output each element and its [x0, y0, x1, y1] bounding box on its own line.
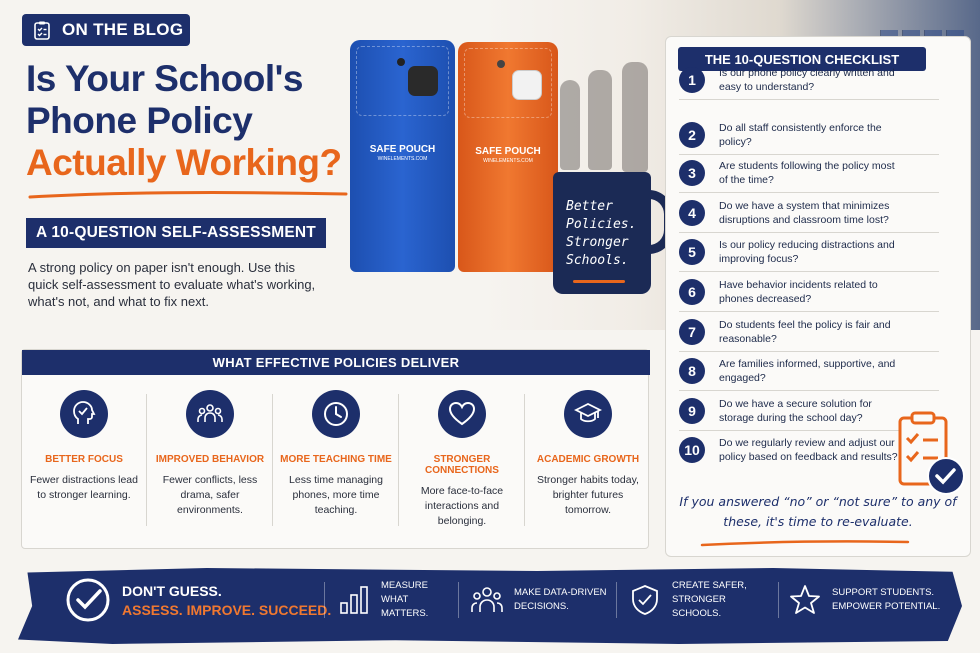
- group-people-icon: [196, 400, 224, 428]
- clipboard-checklist-icon: [896, 410, 966, 496]
- checklist-question: [679, 232, 939, 272]
- benefit-improved-behavior: [148, 390, 272, 540]
- question-number: 3: [679, 160, 705, 186]
- benefit-desc: Fewer conflicts, less drama, safer environments.: [162, 474, 258, 516]
- pouch-lock: [408, 66, 438, 96]
- title-line-3: Actually Working?: [26, 142, 342, 183]
- check-circle-icon: [64, 576, 112, 624]
- people-icon: [470, 583, 504, 617]
- question-number: 2: [679, 122, 705, 148]
- benefit-name: STRONGER CONNECTIONS: [425, 454, 499, 476]
- benefit-desc: Stronger habits today, brighter futures tomorrow.: [537, 474, 639, 516]
- checklist-heading: THE 10-QUESTION CHECKLIST: [678, 47, 926, 71]
- blog-tag[interactable]: [22, 14, 190, 46]
- footer-item-text: MAKE DATA-DRIVEN DECISIONS.: [514, 587, 607, 612]
- checklist-closing: If you answered “no” or “not sure” to any of these, it's time to re-evaluate.: [679, 494, 957, 529]
- student-silhouette: [588, 70, 612, 170]
- blue-phone-pouch: [350, 40, 455, 272]
- star-icon: [788, 583, 822, 617]
- subtitle-banner: A 10-QUESTION SELF-ASSESSMENT: [26, 218, 326, 248]
- benefit-divider: [146, 394, 147, 526]
- pouch-brand-site: WINELEMENTS.COM: [483, 158, 533, 164]
- graduation-cap-icon: [574, 400, 602, 428]
- pouch-brand: [350, 144, 455, 162]
- benefit-name: BETTER FOCUS: [45, 454, 123, 465]
- footer-divider: [458, 582, 459, 618]
- question-text: Have behavior incidents related to phones decreased?: [719, 278, 878, 305]
- benefit-better-focus: [22, 390, 146, 540]
- question-number: 4: [679, 200, 705, 226]
- footer-item-safer: [628, 580, 778, 620]
- footer-line-1: DON'T GUESS.: [122, 583, 222, 599]
- checklist-question: [679, 193, 939, 233]
- benefit-icon-circle: [312, 390, 360, 438]
- checklist-question: [679, 312, 939, 352]
- student-silhouette: [560, 80, 580, 170]
- question-text: Do we have a secure solution for storage during the school day?: [719, 397, 872, 424]
- pouch-brand-name: SAFE POUCH: [475, 146, 541, 157]
- question-number: 6: [679, 279, 705, 305]
- pouch-snap: [397, 58, 405, 66]
- closing-swoosh: [700, 538, 910, 548]
- question-number: 9: [679, 398, 705, 424]
- pouch-brand: [458, 146, 558, 164]
- footer-divider: [616, 582, 617, 618]
- benefit-desc: Fewer distractions lead to stronger learning.: [30, 474, 138, 501]
- footer-item-text: CREATE SAFER, STRONGER SCHOOLS.: [672, 580, 747, 619]
- pouch-brand-site: WINELEMENTS.COM: [377, 156, 428, 162]
- pouch-brand-name: SAFE POUCH: [369, 144, 436, 155]
- bar-chart-icon: [337, 583, 371, 617]
- title-line-2: Phone Policy: [26, 100, 253, 141]
- question-text: Do all staff consistently enforce the policy?: [719, 121, 882, 148]
- heart-icon: [448, 400, 476, 428]
- benefit-name: ACADEMIC GROWTH: [536, 454, 640, 465]
- footer-divider: [324, 582, 325, 618]
- head-focus-icon: [70, 400, 98, 428]
- title-line-1: Is Your School's: [26, 58, 303, 99]
- benefit-academic-growth: [526, 390, 650, 540]
- mug-underline: [573, 280, 625, 283]
- benefit-divider: [272, 394, 273, 526]
- question-text: Is our policy reducing distractions and improving focus?: [719, 238, 895, 265]
- checklist-question: [679, 153, 939, 193]
- benefits-heading: WHAT EFFECTIVE POLICIES DELIVER: [22, 350, 650, 375]
- benefit-stronger-connections: [400, 390, 524, 540]
- benefit-icon-circle: [186, 390, 234, 438]
- question-text: Do we have a system that minimizes disruptions and classroom time lost?: [719, 199, 890, 226]
- question-text: Are families informed, supportive, and engaged?: [719, 357, 896, 384]
- question-number: 1: [679, 67, 705, 93]
- checklist-question: [679, 115, 939, 155]
- footer-line-2: ASSESS. IMPROVE. SUCCEED.: [122, 602, 332, 618]
- benefit-divider: [524, 394, 525, 526]
- benefit-desc: Less time managing phones, more time teaching.: [289, 474, 383, 516]
- footer-headline: [122, 582, 331, 620]
- footer-item-measure: [337, 580, 457, 620]
- benefit-desc: More face-to-face interactions and belonging.: [420, 485, 504, 527]
- question-number: 8: [679, 358, 705, 384]
- question-number: 5: [679, 239, 705, 265]
- mug-text: Better Policies. Stronger Schools.: [566, 199, 637, 268]
- question-text: Is our phone policy clearly written and easy to understand?: [719, 66, 895, 93]
- benefit-icon-circle: [564, 390, 612, 438]
- question-text: Do students feel the policy is fair and reasonable?: [719, 318, 891, 345]
- clipboard-check-icon: [32, 20, 52, 40]
- benefits-panel: [21, 349, 649, 549]
- checklist-question: [679, 351, 939, 391]
- checklist-question: [679, 272, 939, 312]
- pouch-snap: [497, 60, 505, 68]
- footer-item-decisions: [470, 580, 620, 620]
- clock-icon: [322, 400, 350, 428]
- blog-tag-label: ON THE BLOG: [62, 20, 184, 39]
- orange-phone-pouch: [458, 42, 558, 272]
- student-silhouette: [622, 62, 648, 172]
- question-text: Are students following the policy most of the time?: [719, 159, 895, 186]
- footer-divider: [778, 582, 779, 618]
- pouch-lock: [512, 70, 542, 100]
- footer-item-text: SUPPORT STUDENTS. EMPOWER POTENTIAL.: [832, 587, 941, 612]
- benefit-more-teaching-time: [274, 390, 398, 540]
- intro-text: A strong policy on paper isn't enough. Use this quick self-assessment to evaluate what's working, what's not, and what to fix next.: [28, 260, 316, 309]
- shield-check-icon: [628, 583, 662, 617]
- benefit-divider: [398, 394, 399, 526]
- checklist-question: [679, 60, 939, 100]
- footer-item-text: MEASURE WHAT MATTERS.: [381, 580, 429, 619]
- benefit-name: IMPROVED BEHAVIOR: [155, 454, 265, 465]
- footer-item-support: [788, 580, 948, 620]
- benefit-icon-circle: [438, 390, 486, 438]
- benefit-icon-circle: [60, 390, 108, 438]
- question-number: 7: [679, 319, 705, 345]
- question-number: 10: [679, 437, 705, 463]
- question-text: Do we regularly review and adjust our policy based on feedback and results?: [719, 437, 898, 463]
- benefit-name: MORE TEACHING TIME: [280, 454, 392, 465]
- title-underline-swoosh: [28, 188, 348, 202]
